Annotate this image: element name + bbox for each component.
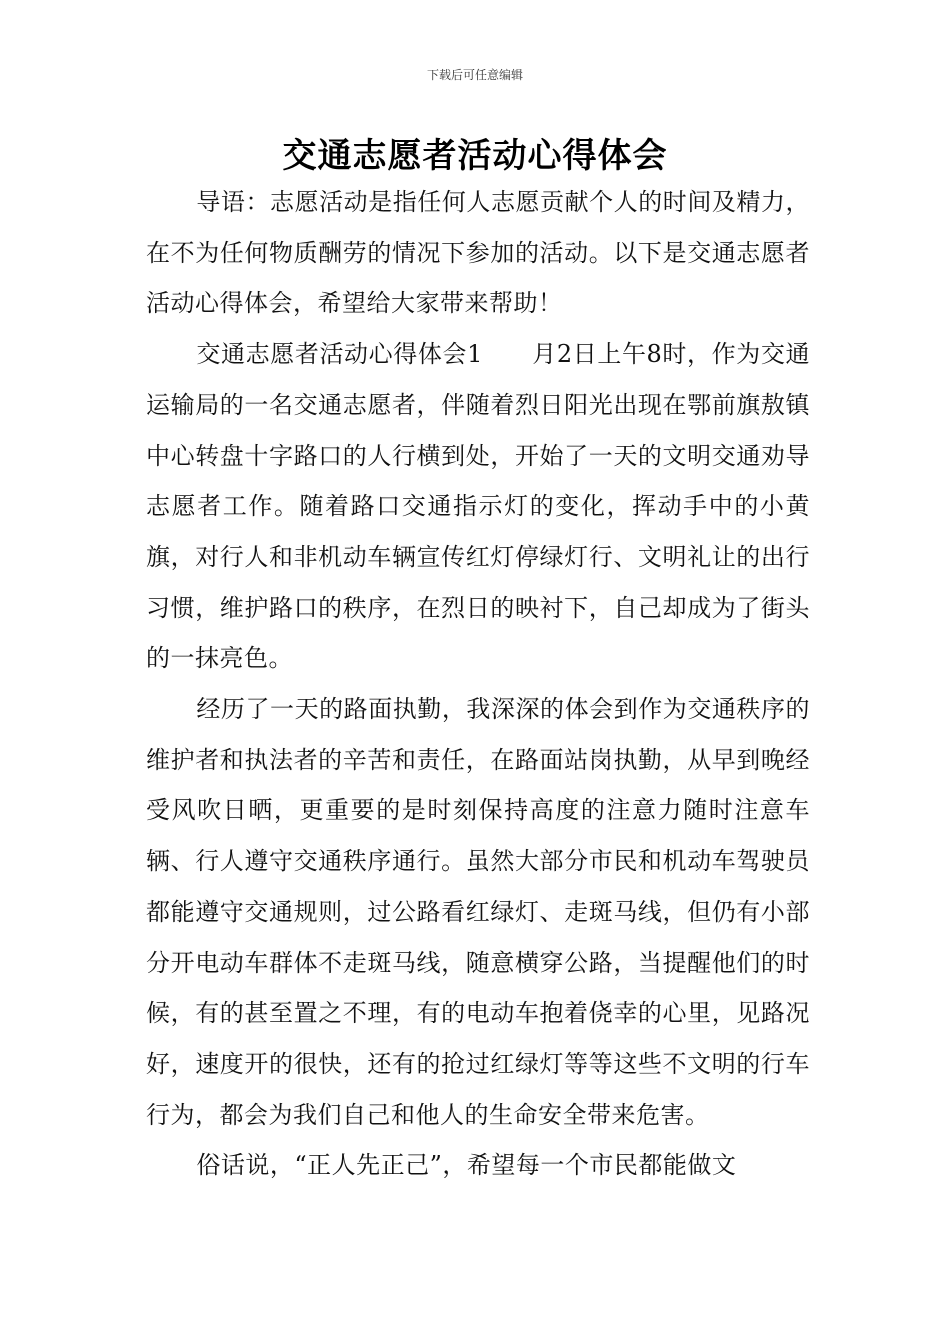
paragraph-2: 经历了一天的路面执勤，我深深的体会到作为交通秩序的维护者和执法者的辛苦和责任，在路面站岗执勤，从早到晚经受风吹日晒，更重要的是时刻保持高度的注意力随时注意车辆、行人遵守交通秩序通行。虽然大部分市民和机动车驾驶员都能遵守交通规则，过公路看红绿灯、走斑马线，但仍有小部分开电动车群体不走斑马线，随意横穿公路，当提醒他们的时候，有的甚至置之不理，有的电动车抱着侥幸的心里，见路况好，速度开的很快，还有的抢过红绿灯等等这些不文明的行车行为，都会为我们自己和他人的生命安全带来危害。 [146,695,810,1129]
document-title: 交通志愿者活动心得体会 [282,136,668,176]
document-body [146,177,810,1191]
paragraph-1: 交通志愿者活动心得体会1 月2日上午8时，作为交通运输局的一名交通志愿者，伴随着烈日阳光出现在鄂前旗敖镇中心转盘十字路口的人行横到处，开始了一天的文明交通劝导志愿者工作。随着路口交通指示灯的变化，挥动手中的小黄旗，对行人和非机动车辆宣传红灯停绿灯行、文明礼让的出行习惯，维护路口的秩序，在烈日的映衬下，自己却成为了街头的一抹亮色。 [146,340,810,673]
paragraph-intro: 导语：志愿活动是指任何人志愿贡献个人的时间及精力，在不为任何物质酬劳的情况下参加的活动。以下是交通志愿者活动心得体会，希望给大家带来帮助！ [146,188,810,318]
paragraph-3: 俗话说，“正人先正己”，希望每一个市民都能做文 [196,1151,737,1180]
header-note: 下载后可任意编辑 [426,68,523,82]
